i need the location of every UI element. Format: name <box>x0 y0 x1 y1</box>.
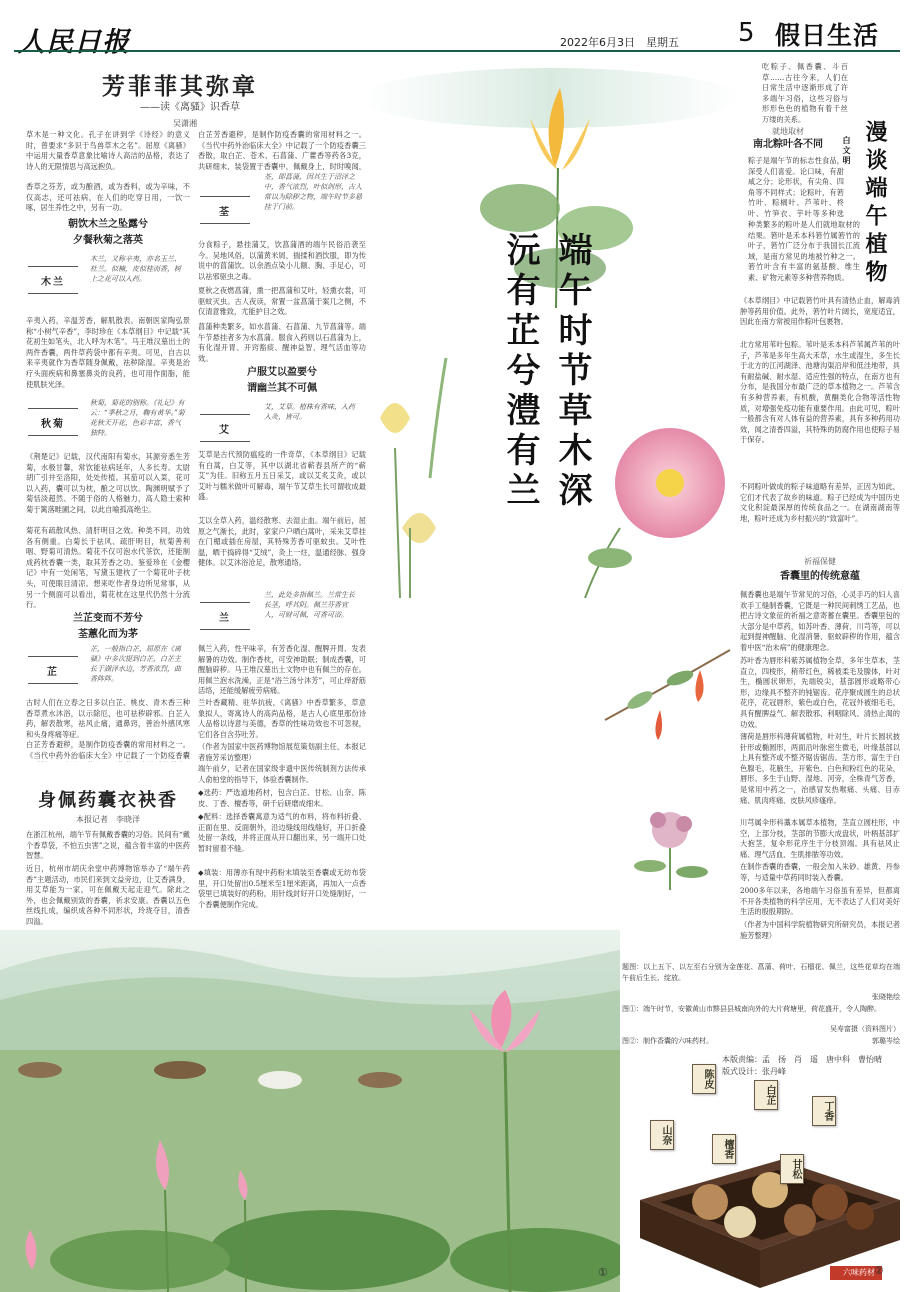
herb-label-qiuju: 秋菊 <box>28 408 78 436</box>
medicine-box-label: 六味药材 <box>843 1268 875 1277</box>
caption-credit: 吴寿富摄（资料图片） <box>830 1025 900 1033</box>
article3-paragraph: 《本草纲目》中记载箬竹叶具有清热止血，解毒消肿等药用价值。此外，箬竹叶片阔长，宽度适宜，因此在南方常被用作粽叶包裹物。 <box>740 296 900 327</box>
article1-paragraph: 辛夷入药，辛温芳香，解肌散表。南朝医家陶弘景称“小树气辛香”，李时珍在《本草纲目》中记载“其花初生如笔头，北人呼为木笔”。马王堆汉墓出土的两件香囊，两件草药袋中都有辛夷。可见，自古以来辛夷就作为香草随身佩戴，祛秽除湿。辛夷是治疗头面疾病和鼻塞鼻炎的良药，也可用作面脂，能使肌肤光泽。 <box>26 316 190 389</box>
article1-paragraph: 白芷芳香避秽，是制作防疫香囊的常用材料之一。《当代中药外治临床大全》中记载了一个防疫香囊三香散，取白芷、苍术、石菖蒲、广藿香等药各3克，共研细末，装袋置于香囊中，佩戴身上，时时嗅闻， <box>198 130 366 170</box>
article3-intro: 吃粽子、佩香囊、斗百草……古往今来，人们在日常生活中逐渐形成了许多端午习俗，这些习俗与形形色色的植物有着千丝万缕的关系。 <box>762 62 848 124</box>
iris-flower-icon <box>380 358 446 598</box>
herb-quote: 艾，艾草。植株有香味，入药入灸，皆可。 <box>264 403 355 421</box>
article3-paragraph: 佩香囊也是端午节常见的习俗，心灵手巧的妇人喜欢手工缝制香囊，它既是一种民间刺绣工艺品，也把古诗文象征的祈福之意寄蓄在囊里。香囊里包的大部分是中草药，如苏叶香、薄荷、川芎等，可以起到提神醒脑、化湿消暑、驱蚊辟秽的作用，蕴含着中医“治未病”的健康理念。 <box>740 590 900 652</box>
caption: 图②：制作香囊的六味药材。 <box>622 1037 713 1045</box>
article1-paragraph: 艾以全草入药，温经散寒、去湿止血。端午前后，屈原之气渐长，此时，家家户户晒白蒿叶，采朱艾草挂在门楣或插在房屋，其特殊芳香可驱蚊虫。艾叶性温，晒干捣碎得“艾绒”，灸上一炷，温通经脉、强身健体。以艾沐浴沧足，散寒通络。 <box>198 516 366 568</box>
right-author: 白文明 <box>842 136 852 166</box>
article3-section-title: 香囊里的传统意蕴 <box>780 571 860 582</box>
article3-paragraph: 薄荷是唇形科薄荷属植物，叶对生，叶片长圆状披针形或椭圆形，两面沿叶脉密生微毛，叶缘基部以上具有整齐或不整齐锯齿锯齿。茎方形，富生于白色腺毛，花腋生，开紫色、白色和粉红色的花朵，唇形。多生于山野、湿地、河旁，全株青气芳香，是常用中药之一，治感冒发热喉痛、头痛、目赤痛、肌肉疼痛、皮肤风疹瘙痒。 <box>740 732 900 805</box>
herb-label-mulan: 木兰 <box>28 266 78 294</box>
photo-lotus-pond <box>0 930 620 1292</box>
article1-paragraph: 菖蒲种类繁多，如水菖蒲、石菖蒲、九节菖蒲等。端午节悬挂者多为水菖蒲。服食入药则以石菖蒲为上，有化湿开胃、开窍豁痰、醒神益智、理气活血等功效。 <box>198 322 366 362</box>
article1-paragraph: 夏秋之夜燃菖蒲，熏一把菖蒲和艾叶，轻熏衣裳，可驱蚊灭虫。古人夜读，常置一盆菖蒲于案几之侧，不仅清意雅致，尤能护目之效。 <box>198 286 366 317</box>
page-number: 5 <box>738 18 755 48</box>
pomegranate-icon <box>600 630 740 890</box>
article1-paragraph: 白芷芳香避秽，是制作防疫香囊的常用材料之一。《当代中药外治临床大全》中记载了一个防疫香囊 <box>26 740 190 760</box>
editors-block <box>722 1054 892 1078</box>
article1-paragraph: 兰叶香藏精、驻华抗疲，《离骚》中香草繁多，草意象拟人，寄寓诗人的高尚品格，是古人心底里那份诗人品格以诗意与美德，香草的性味功效也不可忽视，它们各自含芬吐芳。 <box>198 698 366 739</box>
peony-icon <box>585 428 725 598</box>
lotus-pond-illustration <box>0 930 620 1292</box>
article1-paragraph: 古时人们在立春之日多以白芷、桃皮、青木香三种香草煮水沐浴，以示除厄，也可祛秽辟邪。白芷入药，解表散寒，祛风止痛，通鼻窍，善治外感风寒和头身疼痛等症。 <box>26 698 190 738</box>
article1-paragraph: 菊花有疏散风热、清肝明目之效。种类不同，功效各有侧重。白菊长于祛风、疏肝明目，杭菊善利咽、野菊可清热。菊花不仅可泡水代茶饮，还能制成药枕香囊一类，取其芳香之功。鉴爱珍在《金樱记》中有一处闲笔，写黛玉建枕了一个菊花叶子枕头，可使眼目清凉。想来吃作者身边所见常事，从另一个侧面可以看出，菊花枕在这里代仍然十分流行。 <box>26 526 190 610</box>
article1-paragraph: 分食粽子，悬挂蒲艾，饮菖蒲酒的端午民俗沿袭至今。吴地风俗，以蒲黄米屑，揣揉和酒饮服，即为传说中的菖蒲饮。以余酒点染小儿额、胸、手足心，可以祛邪驱虫之毒。 <box>198 240 366 281</box>
article1-section-title: 朝饮木兰之坠露兮 <box>68 219 148 230</box>
caption: 图①：端午时节，安徽黄山市黟县县城南向外的大片荷塘里，荷花盛开，令人陶醉。 <box>622 1005 881 1013</box>
right-title: 漫谈端午植物 <box>862 120 888 288</box>
illustration-right <box>600 630 740 890</box>
masthead-logo: 人民日报 <box>18 27 130 58</box>
herb-quote: 秋菊，菊花的别称。《礼记》有云：“季秋之月，鞠有黄华。”菊花秋天开花，色彩丰富，香气独特。 <box>90 399 185 437</box>
medicine-tag-shannai: 山奈 <box>650 1120 674 1150</box>
article2-paragraph: ◆选药：严选道地药材，包含白芷、甘松、山奈、陈皮、丁香、檀香等，研千后研磨成细末。 <box>198 788 366 808</box>
article3-kicker: 祈福保健 <box>804 557 836 566</box>
main-title-vertical-2: 沅有芷兮澧有兰 <box>500 232 540 512</box>
section-title: 假日生活 <box>775 21 880 50</box>
article2-paragraph: 近日，杭州市胡庆余堂中药博物馆举办了“端午药香”主题活动，市民们来到文益旁边，让艾香满身，用艾草能为一家，可在佩戴天起走迎气。除此之外，也会佩戴别致的香囊，祈求安康。香囊以五色丝线扎成，编织成各种不同形状，玲珑夺目，清香四溢。 <box>26 864 190 926</box>
article1-author: 吴潇湘 <box>173 119 197 128</box>
article2-paragraph: 端午前夕，记者在国家级非遗中医传统制剂方法传承人俞柏堂的指导下，体验香囊制作。 <box>198 764 366 784</box>
article3-paragraph: 不同粽叶做成的粽子味道略有差异，正因为如此，它们才代表了故乡的味道。粽子已经成为中国历史文化积淀最深厚的传统食品之一。在湖南湖南等地，粽叶还成为乡村振兴的“致富叶”。 <box>740 482 900 523</box>
article3-paragraph: 粽子是端午节的标志性食品，深受人们喜爱。论口味，有甜咸之分；论形状，有尖角、四角等不同样式；论粽叶，有箬竹叶、粽榈叶、芦苇叶、柊叶、竹笋衣、芋叶等多种选 <box>748 156 844 218</box>
caption: 题图：以上五下、以左至右分别为金莲花、菖蒲、荷叶、石榴花、佩兰，这些花草均在端午前后生长、绽放。 <box>622 963 900 982</box>
caption-credit: 郭璐岑绘 <box>872 1037 900 1045</box>
herb-quote: 荃，即菖蒲，因其生于沼泽之中，香气浓烈，叶似剑形，古人常以为除秽之物，端午时节多悬挂于门前。 <box>264 173 362 211</box>
medicine-tag-tanxiang: 檀香 <box>712 1134 736 1164</box>
article3-paragraph: 北方常用苇叶包粽。苇叶是禾本科芦苇属芦苇的叶子，芦苇是多年生高大禾草，水生或湿生，多生长于北方的江河湖泽、池塘沟渠沿岸和低洼地带，具有耐盐碱、耐水湿、适应性强的特点，在南方也有分布，是我国分布最广泛的草本植物之一。芦苇含有多种营养素，有机酸，黄酮类化合物等活性物质，对增强免疫功能有重要作用。由此可见，粽叶一般都含有对人体有益的营养素，具有多种药用功效，闻之清香四溢，其特殊的防腐作用也使粽子易于保存。 <box>740 340 900 445</box>
figure-number-1: ① <box>598 1266 608 1279</box>
article1-paragraph: 香草之芬芳，或为酿酒，或为香料，或为辛味，不仅高志，还可祛病，在人们的吃穿日用，一饮一啄，居生养性之中，另有一功。 <box>26 182 190 213</box>
article2-paragraph: ◆配料：选择香囊寓意为适气的布料，将布料折叠、正面在里、反面朝外，沿边缝线用线缝好，开口折叠处留一条线，并将正面从开口翻出来，另一端开口处暂时留着不缝。 <box>198 812 366 853</box>
article2-paragraph: ◆填装：用薄亦有现中药粉末填装至香囊或无纺布袋里，开口处留出0.5厘米至1厘米距离，再加入一点香袋里已填装好的药粉，用针线封好开口处缝制好，一个香囊便制作完成。 <box>198 868 366 909</box>
article1-paragraph: 草木是一种文化。孔子在讲到学《诗经》的意义时，曾要求“多识于鸟兽草木之名”。屈原《离骚》中运用大量香草意象比喻诗人高洁的品格，表达了诗人的无限情思与高远抱负。 <box>26 130 190 171</box>
article3-paragraph: 川芎属伞形科藁本属草本植物，茎直立圆柱形，中空，上部分枝，茎部的节膨大成盘状，叶柄基部扩大抱茎，复伞形花序生于分枝顶端。具有祛风止痛、理气活血、生肌排脓等功效。 <box>740 818 900 859</box>
article1-subtitle: ——读《离骚》识香草 <box>140 102 240 113</box>
article1-paragraph: 佩兰入药，性平味辛，有芳香化湿、醒脾开胃、发表解暑的功效。制作香枕，可安神助眠；制成香囊，可醒脑辟秽。马王堆汉墓出土文物中也有佩兰的存在。用佩兰泡水洗澡，正是“浴兰汤兮沐芳”，可止痒舒筋活络，还能缓解疲劳病痛。 <box>198 644 366 696</box>
herb-quote: 木兰，又称辛夷，亦名玉兰、杜兰。似楠，皮似桂而香，树上之花可以入药。 <box>90 255 181 283</box>
designer-name: 张丹峰 <box>762 1067 786 1076</box>
figure-number-2: ② <box>874 1264 884 1277</box>
article1-note: （作者为国家中医药博物馆展览策划副主任，本报记者施芳采访整理） <box>198 742 366 762</box>
masthead-rule <box>14 50 900 52</box>
caption-credit: 张晓艳绘 <box>872 993 900 1001</box>
article1-section-title: 户服艾以盈要兮 <box>247 367 317 378</box>
medicine-tag-baizhi: 白芷 <box>754 1080 778 1110</box>
article3-paragraph: 苏叶香为唇形科紫苏属植物全草，多年生草本，茎直立，四棱形，稍带红色，稀被柔毛及腺体，叶对生，椭圆状卵形，先端锐尖，基部圆形或略带心形，边缘具不整齐的钝锯齿。花序聚成圆生的总状花序，花冠唇形，紫色或白色，花冠外被细毛毛，具有醒脾益气、解表散邪、利咽除风、清热止渴的功效。 <box>740 656 900 729</box>
main-title-vertical-1: 端午时节草木深 <box>552 232 592 512</box>
article1-section-title: 夕餐秋菊之落英 <box>73 235 143 246</box>
herb-label-lan: 兰 <box>200 602 250 630</box>
article1-section-title: 荃蕙化而为茅 <box>78 629 138 640</box>
medicine-tag-chenpi: 陈皮 <box>692 1064 716 1094</box>
herb-label-zhi: 芷 <box>28 656 78 684</box>
article3-note: （作者为中国科学院植物研究所研究员，本报记者施芳整理） <box>740 920 900 940</box>
article2-paragraph: 在浙江杭州，端午节有佩戴香囊的习俗。民间有“戴个香草袋，不怕五虫害”之说，蕴含着丰富的中医药智慧。 <box>26 830 190 861</box>
article1-paragraph: 《荆楚记》记载，汉代南阳有菊水，其源旁悉生芳菊，水极甘馨，常饮能祛病延年，人多长寿。太尉胡广引井至洛阳，处处传植。其茄可以入菜，花可以入药，囊可以为枕，酿之可以饮。陶渊明赋予了菊恬淡超然、不随于俗的人格魅力，高人隐士索种菊于篱落畦圃之间，以此自喻孤高绝尘。 <box>26 452 190 514</box>
article2-reporter: 本报记者 李晓洋 <box>76 815 140 824</box>
article3-kicker: 就地取材 <box>772 127 804 136</box>
article1-section-title: 谓幽兰其不可佩 <box>247 383 317 394</box>
article3-paragraph: 种类繁多的粽叶是人们就地取材的结果。箬叶是禾本科箬竹属箬竹的叶子，箬竹广泛分布于我国长江流域，是南方常见的地被竹种之一。箬竹叶含有丰富的氨基酸、维生素、矿物元素等多种营养物质。 <box>748 220 860 282</box>
medicine-tag-gansong: 甘松 <box>780 1154 804 1184</box>
herb-quote: 兰，此处多指佩兰。兰常生长长茎，呼其阴。佩兰芬香宜人，可财可佩，可香可浴。 <box>264 591 355 619</box>
article2-title: 身佩药囊衣袂香 <box>38 790 178 811</box>
herb-label-quan: 荃 <box>200 196 250 224</box>
article3-paragraph: 2000多年以来，各地端午习俗虽有差异，但都离不开各类植物的科学应用，无不表达了人们对美好生活的殷殷期盼。 <box>740 886 900 917</box>
article1-title: 芳菲菲其弥章 <box>102 73 258 100</box>
herb-quote: 芷，一般指白芷，屈原在《离骚》中多次提到白芷，白芷主长于湖泽水边，芳香浓烈，曲香阵阵。 <box>90 645 181 683</box>
article1-paragraph: 艾草是古代预防瘟疫的一件奇草，《本草纲目》记载有白蒿，白艾等，其中以湖北省蕲春县所产的“蕲艾”为佳。旧称五月五日采艾，或以艾炙艾灸，或以艾叶与糯米做叶可解毒，端午节艾草生长可谓收成最盛。 <box>198 450 366 502</box>
design-label: 版式设计： <box>722 1067 762 1076</box>
editors-names: 孟 扬 肖 遥 唐中科 曹怡晴 <box>762 1055 882 1064</box>
article3-paragraph: 在制作香囊的香囊，一般会加入朱砂、雄黄、丹参等，与适量中草药同时装入香囊。 <box>740 862 900 882</box>
medicine-tag-dingxiang: 丁香 <box>812 1096 836 1126</box>
editors-label: 本版责编： <box>722 1055 762 1064</box>
article3-section-title: 南北粽叶各不同 <box>753 139 823 150</box>
article1-section-title: 兰芷变而不芳兮 <box>73 613 143 624</box>
herb-label-ai: 艾 <box>200 414 250 442</box>
dateline: 2022年6月3日 星期五 <box>560 36 679 49</box>
